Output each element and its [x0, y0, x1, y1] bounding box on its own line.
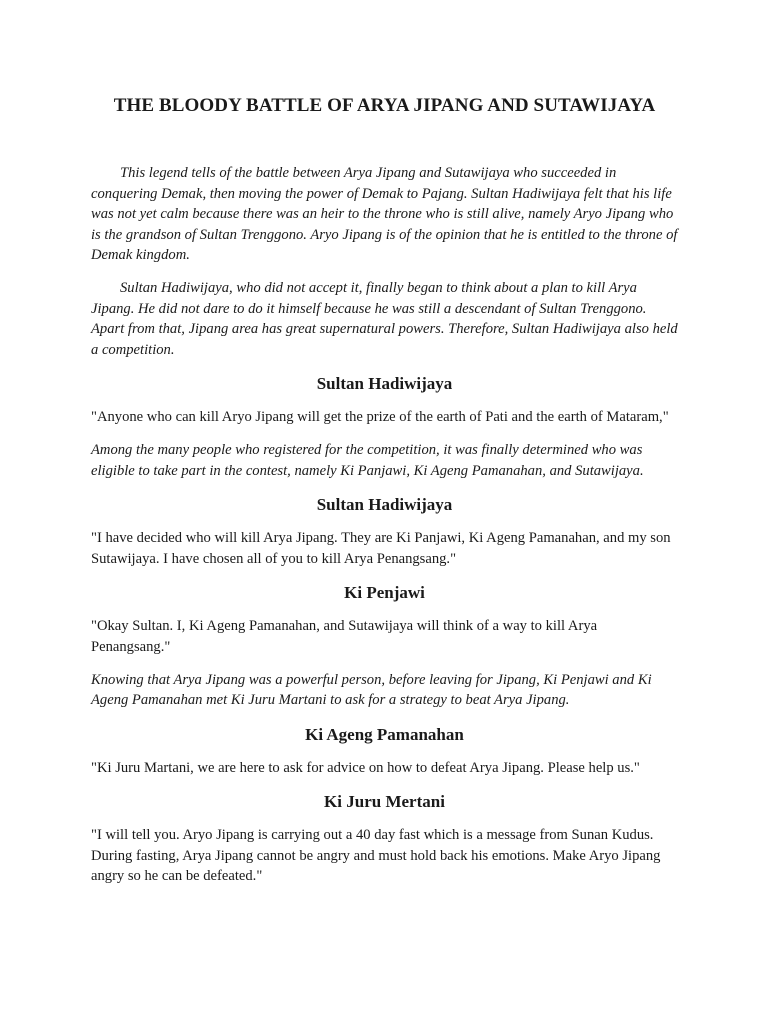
speaker-heading: Ki Ageng Pamanahan	[305, 724, 464, 744]
dialogue-text: "Ki Juru Martani, we are here to ask for advice on how to defeat Arya Jipang. Please help us."	[91, 759, 640, 776]
dialogue-section-2	[91, 494, 678, 569]
intro-paragraph-1: This legend tells of the battle between Arya Jipang and Sutawijaya who succeeded in conquering Demak, then moving the power of Demak to Pajang. Sultan Hadiwijaya felt that his life was not yet calm because there was an heir to the throne who is still alive, namely Aryo Jipang who is the grandson of Sultan Trenggono. Aryo Jipang is of the opinion that he is entitled to the throne of Demak kingdom.	[91, 165, 678, 264]
narration-text: Among the many people who registered for the competition, it was finally determined who was eligible to take part in the contest, namely Ki Panjawi, Ki Ageng Pamanahan, and Sutawijaya.	[91, 441, 644, 479]
narration-text: Knowing that Arya Jipang was a powerful person, before leaving for Jipang, Ki Penjawi and Ki Ageng Pamanahan met Ki Juru Martani to ask for a strategy to beat Arya Jipang.	[91, 671, 652, 709]
intro-section	[91, 163, 678, 360]
dialogue-section-4	[91, 724, 678, 779]
dialogue-text: "I will tell you. Aryo Jipang is carrying out a 40 day fast which is a message from Sunan Kudus. During fasting, Arya Jipang cannot be angry and must hold back his emotions. Make Aryo Jipang angry so he can be defeated."	[91, 827, 661, 885]
document-page	[91, 0, 678, 887]
document-title: THE BLOODY BATTLE OF ARYA JIPANG AND SUTAWIJAYA	[113, 95, 656, 116]
speaker-heading: Ki Juru Mertani	[324, 792, 445, 812]
dialogue-text: "Anyone who can kill Aryo Jipang will get the prize of the earth of Pati and the earth of Mataram,"	[91, 409, 669, 426]
speaker-heading: Ki Penjawi	[344, 583, 425, 603]
dialogue-section-1	[91, 373, 678, 481]
speaker-heading: Sultan Hadiwijaya	[316, 495, 453, 515]
dialogue-text: "I have decided who will kill Arya Jipang. They are Ki Panjawi, Ki Ageng Pamanahan, and my son Sutawijaya. I have chosen all of you to kill Arya Penangsang."	[91, 530, 671, 567]
dialogue-section-5	[91, 791, 678, 887]
dialogue-text: "Okay Sultan. I, Ki Ageng Pamanahan, and Sutawijaya will think of a way to kill Arya Penangsang."	[91, 618, 598, 655]
dialogue-section-3	[91, 582, 678, 710]
intro-paragraph-2: Sultan Hadiwijaya, who did not accept it, finally began to think about a plan to kill Arya Jipang. He did not dare to do it himself because he was still a descendant of Sultan Trenggono. Apart from that, Jipang area has great supernatural powers. Therefore, Sultan Hadiwijaya also held a competition.	[91, 279, 678, 358]
speaker-heading: Sultan Hadiwijaya	[316, 374, 453, 394]
